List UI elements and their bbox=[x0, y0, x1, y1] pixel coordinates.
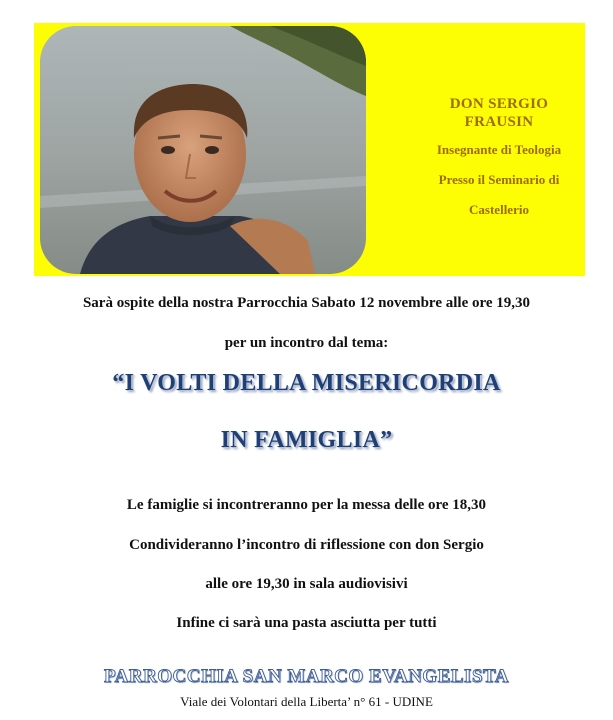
theme-title-line1: “I VOLTI DELLA MISERICORDIA bbox=[112, 370, 501, 396]
speaker-role-line2: Presso il Seminario di bbox=[438, 172, 560, 187]
speaker-banner bbox=[34, 23, 585, 276]
program-line2: Condivideranno l’incontro di riflessione con don Sergio bbox=[129, 537, 484, 553]
speaker-name-line2: FRAUSIN bbox=[464, 114, 534, 130]
speaker-name-line1: DON SERGIO bbox=[449, 96, 549, 112]
speaker-role-line3: Castellerio bbox=[469, 202, 529, 217]
speaker-photo bbox=[40, 26, 366, 274]
theme-title-line2: IN FAMIGLIA” bbox=[220, 427, 393, 453]
intro-line1: Sarà ospite della nostra Parrocchia Sabato 12 novembre alle ore 19,30 bbox=[82, 295, 531, 311]
program-line1: Le famiglie si incontreranno per la messa delle ore 18,30 bbox=[126, 497, 487, 513]
portrait-image bbox=[40, 26, 366, 274]
speaker-role-line1: Insegnante di Teologia bbox=[436, 142, 562, 157]
parish-name: PARROCCHIA SAN MARCO EVANGELISTA bbox=[103, 666, 510, 687]
parish-address: Viale dei Volontari della Liberta’ n° 61 - UDINE bbox=[180, 694, 433, 709]
program-line3: alle ore 19,30 in sala audiovisivi bbox=[205, 576, 408, 592]
speaker-info bbox=[414, 95, 584, 217]
intro-line2: per un incontro dal tema: bbox=[224, 335, 389, 351]
program-line4: Infine ci sarà una pasta asciutta per tutti bbox=[176, 615, 437, 631]
